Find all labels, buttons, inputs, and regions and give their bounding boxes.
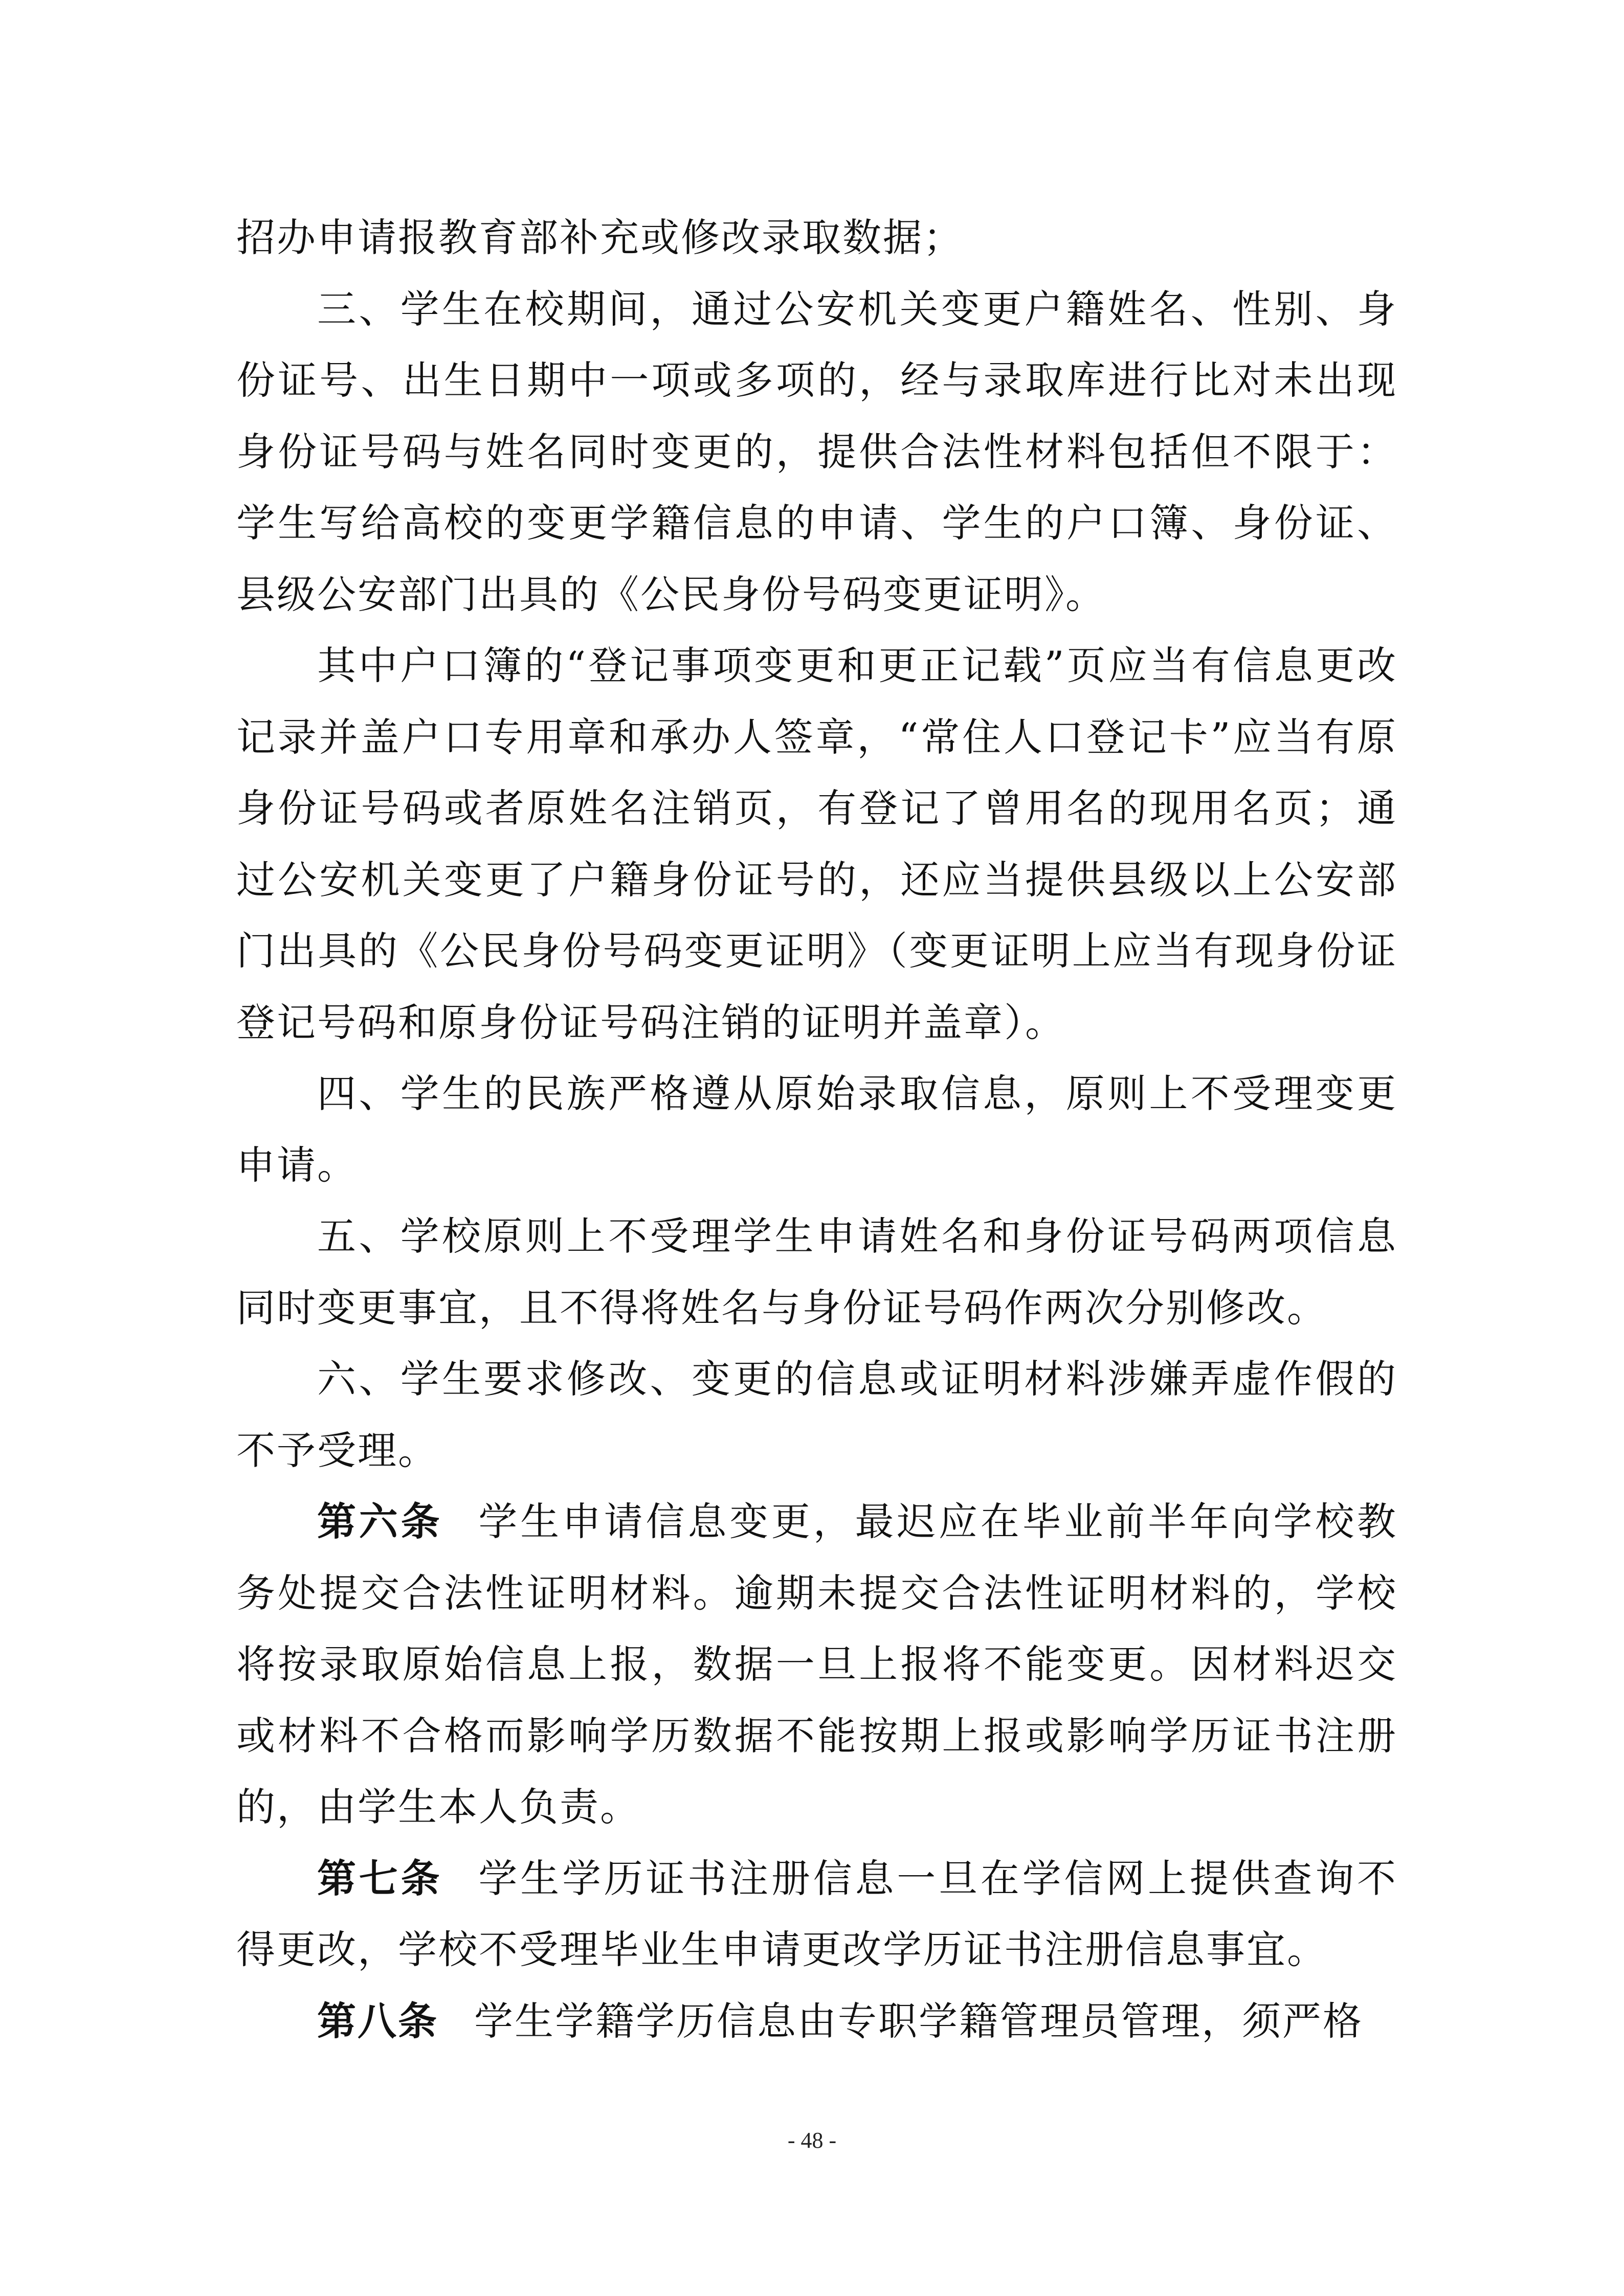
body-text xyxy=(236,202,1397,2057)
article-eight xyxy=(236,1986,1397,2057)
paragraph-continuation: 招办申请报教育部补充或修改录取数据； xyxy=(236,215,964,260)
paragraph-item-four: 四、学生的民族严格遵从原始录取信息，原则上不受理变更申请。 xyxy=(236,1071,1397,1188)
article-seven-heading: 第七条 xyxy=(317,1855,443,1901)
paragraph-item-six: 六、学生要求修改、变更的信息或证明材料涉嫌弄虚作假的不予受理。 xyxy=(236,1356,1397,1473)
paragraph-item-three: 三、学生在校期间，通过公安机关变更户籍姓名、性别、身份证号、出生日期中一项或多项的，经与录取库进行比对未出现身份证号码与姓名同时变更的，提供合法性材料包括但不限于：学生写给高校的变更学籍信息的申请、学生的户口簿、身份证、县级公安部门出具的《公民身份号码变更证明》。 xyxy=(236,286,1397,617)
article-six-heading: 第六条 xyxy=(317,1499,443,1544)
article-seven xyxy=(236,1843,1397,1986)
article-seven-text: 学生学历证书注册信息一旦在学信网上提供查询不得更改，学校不受理毕业生申请更改学历证书注册信息事宜。 xyxy=(236,1855,1397,1972)
article-six-text: 学生申请信息变更，最迟应在毕业前半年向学校教务处提交合法性证明材料。逾期未提交合法性证明材料的，学校将按录取原始信息上报，数据一旦上报将不能变更。因材料迟交或材料不合格而影响学历数据不能按期上报或影响学历证书注册的，由学生本人负责。 xyxy=(236,1499,1397,1830)
paragraph-item-five: 五、学校原则上不受理学生申请姓名和身份证号码两项信息同时变更事宜，且不得将姓名与身份证号码作两次分别修改。 xyxy=(236,1213,1397,1331)
article-eight-text: 学生学籍学历信息由专职学籍管理员管理，须严格 xyxy=(474,1998,1363,2044)
paragraph-household-register: 其中户口簿的“登记事项变更和更正记载”页应当有信息更改记录并盖户口专用章和承办人签章，“常住人口登记卡”应当有原身份证号码或者原姓名注销页，有登记了曾用名的现用名页；通过公安机关变更了户籍身份证号的，还应当提供县级以上公安部门出具的《公民身份号码变更证明》（变更证明上应当有现身份证登记号码和原身份证号码注销的证明并盖章）。 xyxy=(236,643,1397,1045)
article-eight-heading: 第八条 xyxy=(317,1998,438,2044)
article-six xyxy=(236,1486,1397,1843)
page-number: - 48 - xyxy=(787,2128,837,2153)
